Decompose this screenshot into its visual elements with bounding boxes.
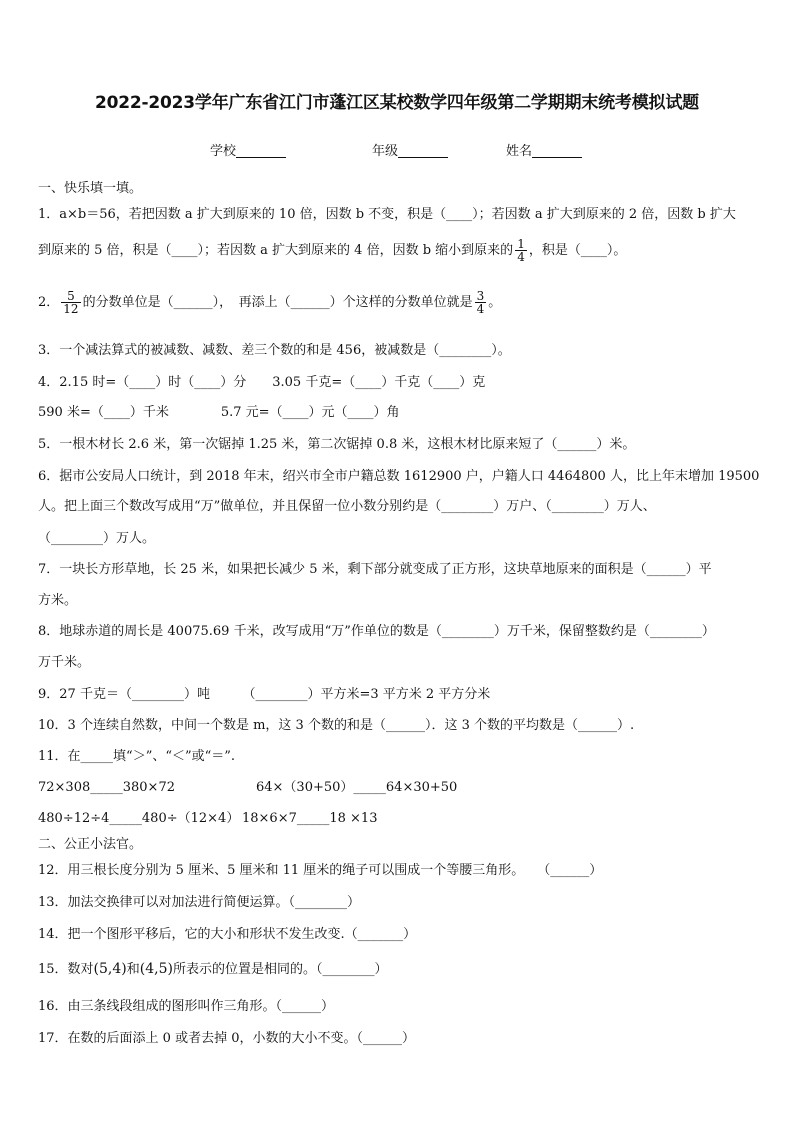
fraction-denominator: 12	[63, 302, 79, 316]
question-9: 9．27 千克＝（________）吨 （________）平方米=3 平方米 2 平方分米	[38, 687, 491, 702]
school-field	[210, 140, 286, 159]
question-1-text: 到原来的 5 倍，积是（____）；若因数 a 扩大到原来的 4 倍，因数 b 缩小到原来的	[38, 243, 514, 258]
question-11-item-4: 18×6×7_____18 ×13	[242, 811, 378, 826]
section-heading-1: 一、快乐填一填。	[38, 181, 143, 196]
question-11-item-2: 64×（30+50）_____64×30+50	[256, 780, 458, 795]
question-12: 12．用三根长度分别为 5 厘米、5 厘米和 11 厘米的绳子可以围成一个等腰三角形。 （______）	[38, 863, 603, 878]
question-17: 17．在数的后面添上 0 或者去掉 0，小数的大小不变。（______）	[38, 1031, 415, 1046]
question-6-line-2: 人。把上面三个数改写成用“万”做单位，并且保留一位小数分别约是（________）万户、（________）万人、	[38, 499, 656, 514]
question-15-text: 15．数对	[38, 962, 94, 977]
question-11-instruction: 11．在_____填“＞”、“＜”或“＝”.	[38, 749, 236, 764]
question-15-end: 所表示的位置是相同的。（________）	[172, 962, 388, 977]
fraction-five-twelfths	[61, 290, 80, 315]
fraction-numerator: 1	[517, 237, 525, 251]
question-1-end: ，积是（____）。	[528, 243, 627, 258]
question-14: 14．把一个图形平移后，它的大小和形状不发生改变.（_______）	[38, 927, 417, 942]
coordinate-pair-1: (5,4)	[93, 961, 127, 977]
question-5: 5．一根木材长 2.6 米，第一次锯掉 1.25 米，第二次锯掉 0.8 米，这根木材比原来短了（______）米。	[38, 437, 636, 452]
question-2-end: 。	[488, 295, 502, 310]
question-6-line-3: （________）万人。	[38, 531, 156, 546]
question-3: 3．一个减法算式的被减数、减数、差三个数的和是 456，被减数是（________）。	[38, 343, 511, 358]
question-4-line-2: 590 米=（____）千米 5.7 元=（____）元（____）角	[38, 405, 400, 420]
fraction-three-quarters	[475, 290, 487, 315]
fraction-denominator: 4	[476, 302, 485, 316]
question-2	[38, 290, 501, 315]
fraction-denominator: 4	[517, 250, 525, 264]
fraction-numerator: 3	[476, 289, 485, 303]
section-heading-2: 二、公正小法官。	[38, 837, 143, 852]
question-2-number: 2．	[38, 295, 60, 310]
coordinate-pair-2: (4,5)	[139, 961, 173, 977]
name-label: 姓名	[506, 144, 533, 159]
school-blank[interactable]	[236, 143, 286, 158]
question-11-item-3: 480÷12÷4_____480÷（12×4）	[38, 811, 240, 826]
fraction-numerator: 5	[67, 289, 75, 303]
fraction-one-quarter	[515, 238, 527, 263]
page-title: 2022-2023学年广东省江门市蓬江区某校数学四年级第二学期期末统考模拟试题	[95, 93, 699, 113]
question-16: 16．由三条线段组成的图形叫作三角形。（______）	[38, 999, 335, 1014]
question-15-and: 和	[126, 962, 140, 977]
question-8-line-2: 万千米。	[38, 655, 91, 670]
question-6-line-1: 6．据市公安局人口统计，到 2018 年末，绍兴市全市户籍总数 1612900 户，户籍人口 4464800 人，比上年末增加 19500	[38, 469, 760, 484]
grade-label: 年级	[372, 144, 399, 159]
question-7-line-1: 7．一块长方形草地，长 25 米，如果把长减少 5 米，剩下部分就变成了正方形，这块草地原来的面积是（______）平	[38, 562, 712, 577]
question-11-item-1: 72×308_____380×72	[38, 780, 175, 795]
grade-field	[372, 140, 448, 159]
name-field	[506, 140, 582, 159]
question-13: 13．加法交换律可以对加法进行简便运算。（________）	[38, 895, 361, 910]
question-10: 10．3 个连续自然数，中间一个数是 m，这 3 个数的和是（______）．这 3 个数的平均数是（______）.	[38, 718, 635, 733]
question-2-text: 的分数单位是（______）， 再添上（______）个这样的分数单位就是	[82, 295, 473, 310]
name-blank[interactable]	[532, 143, 582, 158]
question-8-line-1: 8．地球赤道的周长是 40075.69 千米，改写成用“万”作单位的数是（________）万千米，保留整数约是（________）	[38, 624, 715, 639]
question-15	[38, 960, 387, 979]
question-4-line-1: 4．2.15 时=（____）时（____）分 3.05 千克=（____）千克（____）克	[38, 375, 486, 390]
question-1-line-2	[38, 238, 626, 263]
grade-blank[interactable]	[398, 143, 448, 158]
question-7-line-2: 方米。	[38, 593, 78, 608]
school-label: 学校	[210, 144, 237, 159]
question-1-line-1: 1．a×b＝56，若把因数 a 扩大到原来的 10 倍，因数 b 不变，积是（____）；若因数 a 扩大到原来的 2 倍，因数 b 扩大	[38, 207, 736, 222]
